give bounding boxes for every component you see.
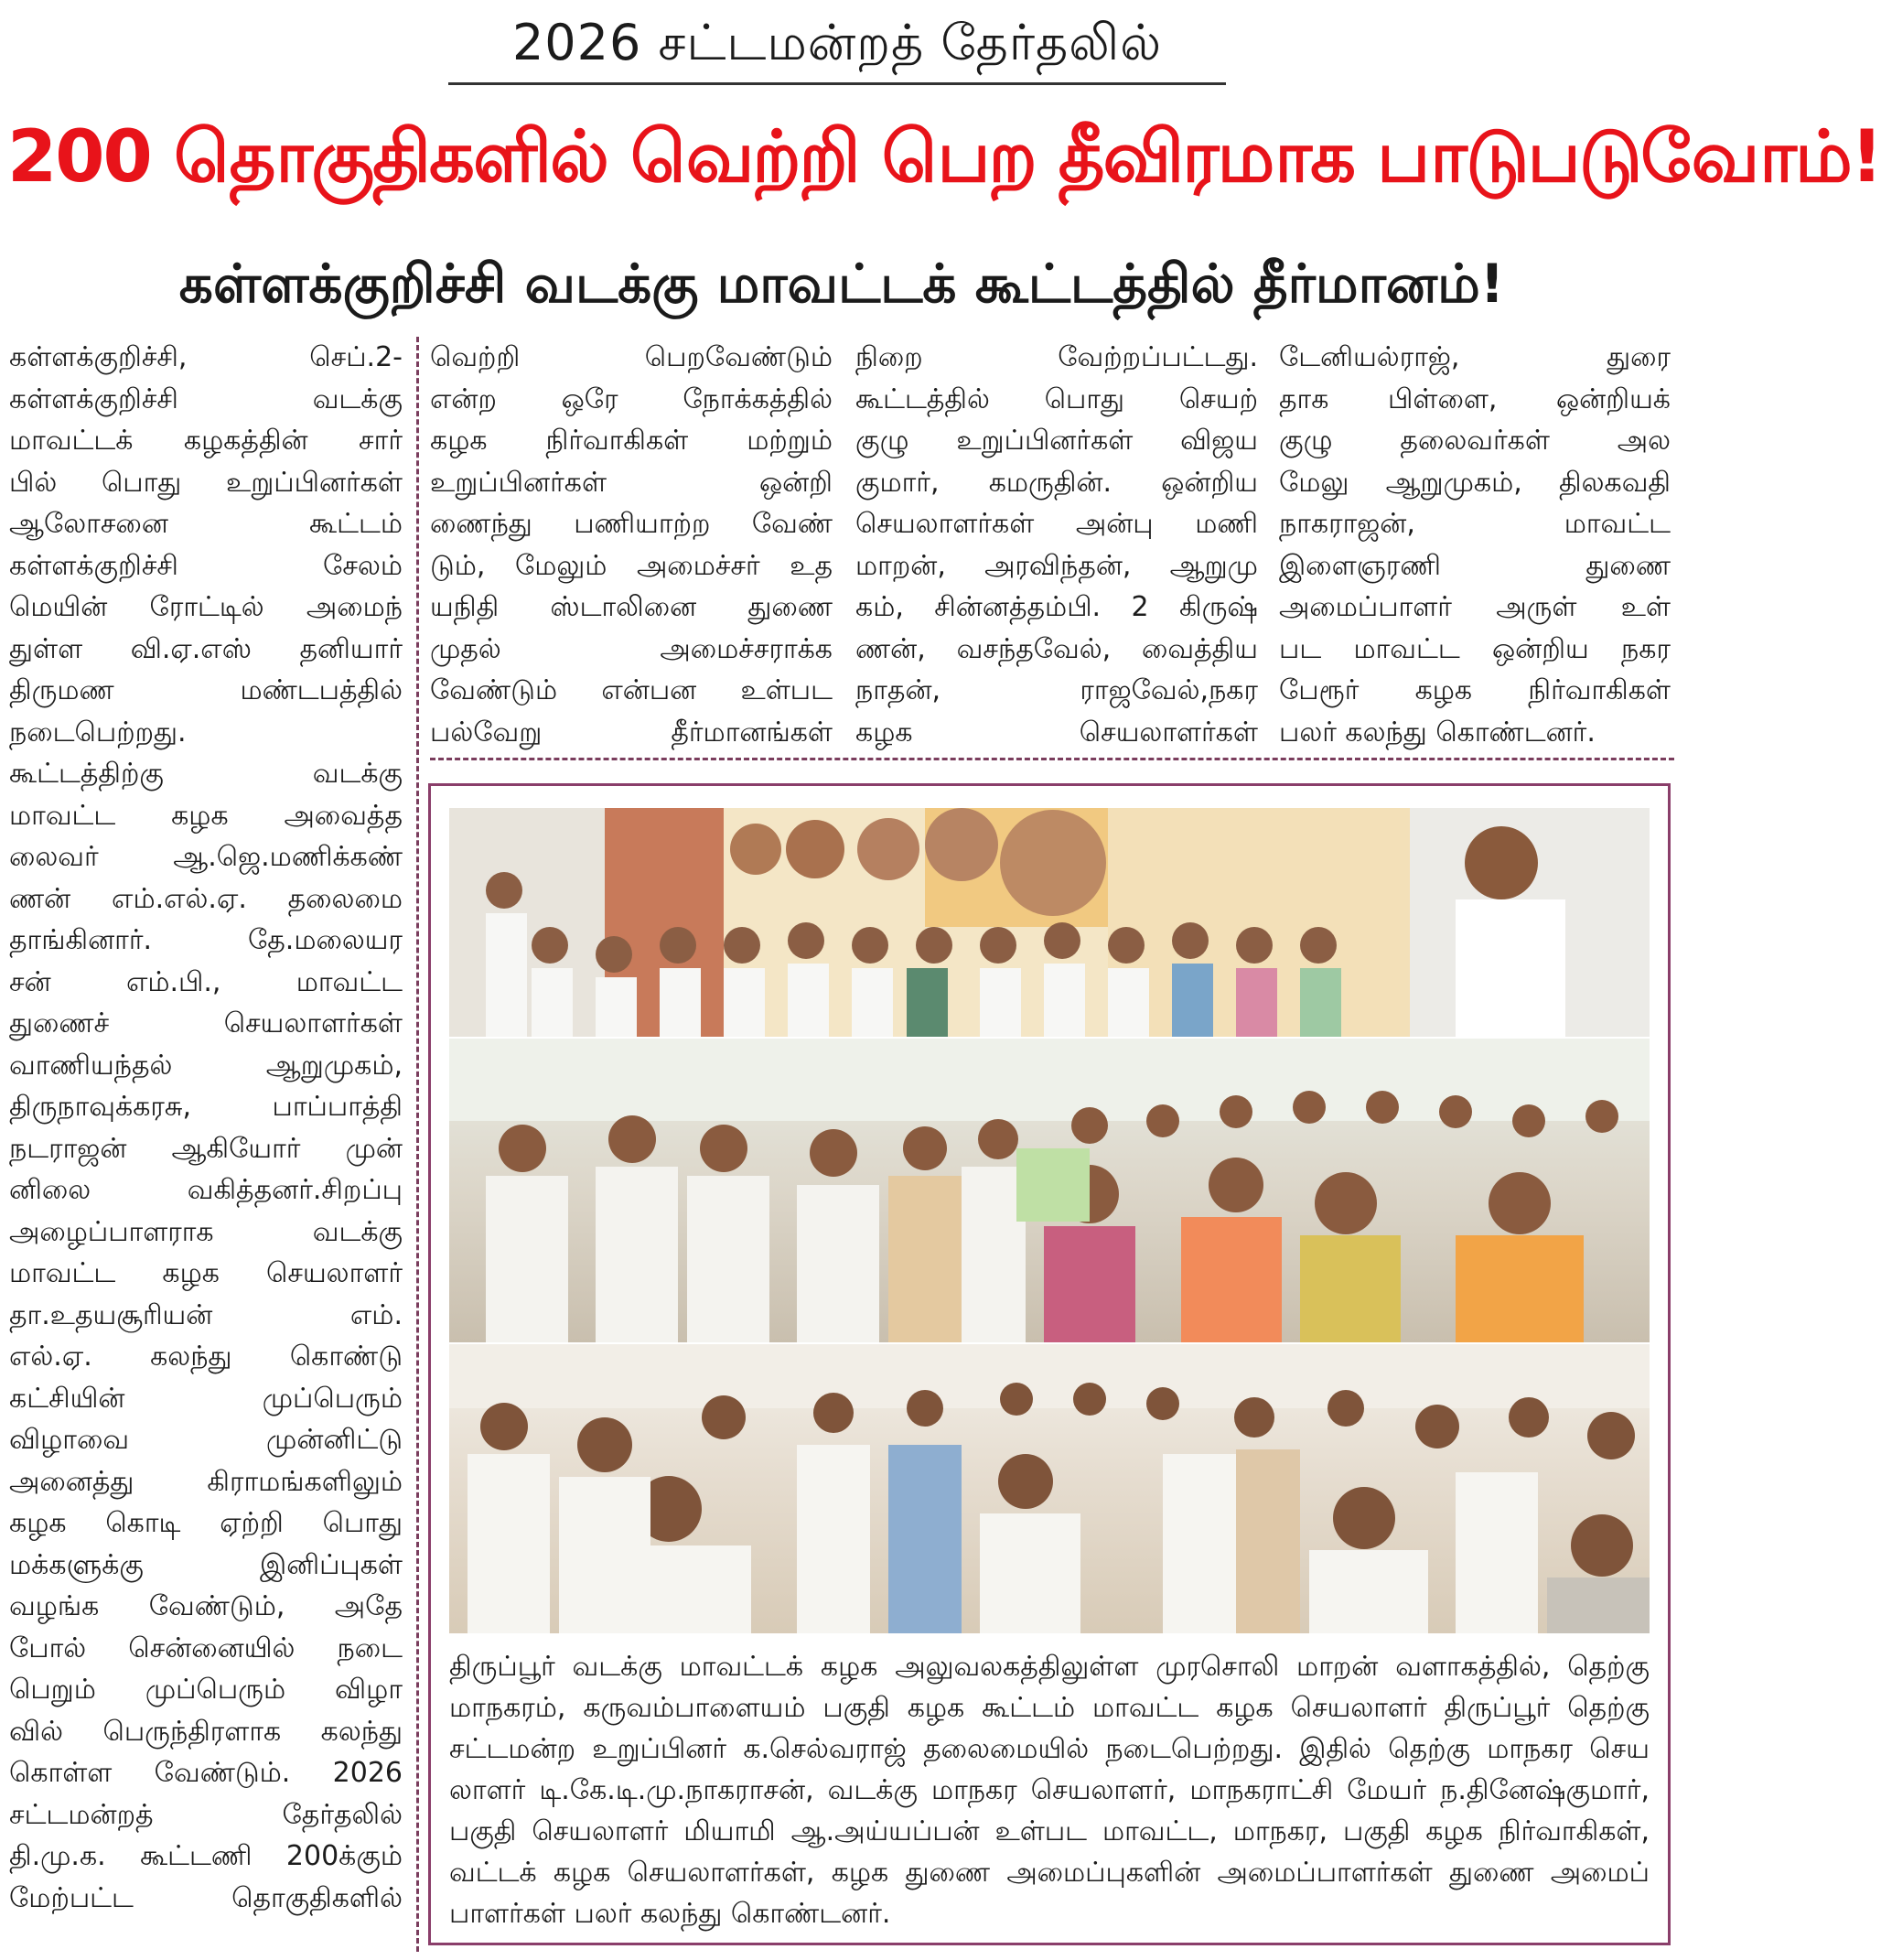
col3-line: கூட்டத்தில் பொது செயற் (855, 382, 1258, 415)
caption-line: திருப்பூர் வடக்கு மாவட்டக் கழக அலுவலகத்திலுள்ள முரசொலி மாறன் வளாகத்தில், தெற்கு (449, 1651, 1650, 1683)
column-divider (416, 337, 419, 1952)
col4-line: நாகராஜன், மாவட்ட (1279, 508, 1671, 540)
col3-line: செயலாளர்கள் அன்பு மணி (855, 508, 1258, 540)
article-column-2 (430, 337, 833, 758)
col1-line: மாவட்ட கழக செயலாளர் (9, 1257, 403, 1289)
col4-line: டேனியல்ராஜ், துரை (1279, 341, 1671, 373)
col1-line: பெறும் முப்பெரும் விழா (9, 1674, 403, 1706)
col1-line: வாணியந்தல் ஆறுமுகம், (9, 1049, 403, 1082)
col2-line: கழக நிர்வாகிகள் மற்றும் (430, 425, 833, 457)
col1-line: கள்ளக்குறிச்சி சேலம் (9, 549, 403, 582)
col1-line: தாங்கினார். தே.மலையர (9, 924, 403, 956)
col1-line: ஆலோசனை கூட்டம் (9, 508, 403, 540)
col1-line: சன் எம்.பி., மாவட்ட (9, 965, 403, 998)
col3-line: நிறை வேற்றப்பட்டது. (855, 341, 1258, 373)
col2-line: வெற்றி பெறவேண்டும் (430, 341, 833, 373)
col2-line: உறுப்பினர்கள் ஒன்றி (430, 466, 833, 499)
col1-line: திருமண மண்டபத்தில் (9, 674, 403, 706)
kicker-underline (448, 82, 1226, 85)
meeting-photo-audience (449, 1039, 1650, 1342)
col4-line: தாக பிள்ளை, ஒன்றியக் (1279, 382, 1671, 415)
col2-line: பல்வேறு தீர்மானங்கள் (430, 716, 833, 748)
col4-line: பலர் கலந்து கொண்டனர். (1279, 716, 1596, 748)
col1-line: கொள்ள வேண்டும். 2026 (9, 1757, 403, 1789)
col1-line: ணன் எம்.எல்.ஏ. தலைமை (9, 882, 403, 915)
col4-line: இளைஞரணி துணை (1279, 549, 1671, 582)
col2-line: வேண்டும் என்பன உள்பட (430, 674, 833, 706)
col1-line: தா.உதயசூரியன் எம். (9, 1298, 403, 1331)
col3-line: மாறன், அரவிந்தன், ஆறுமு (855, 549, 1258, 582)
caption-line: பாளர்கள் பலர் கலந்து கொண்டனர். (449, 1898, 891, 1930)
photo-feature-box (428, 783, 1671, 1945)
article-column-3 (855, 337, 1258, 758)
kicker-title: 2026 சட்டமன்றத் தேர்தலில் (511, 14, 1163, 71)
col3-line: கழக செயலாளர்கள் (855, 716, 1258, 748)
col1-line: கூட்டத்திற்கு வடக்கு (9, 758, 403, 790)
col2-line: டும், மேலும் அமைச்சர் உத (430, 549, 833, 582)
meeting-photo-stage (449, 808, 1650, 1037)
col1-line: நடைபெற்றது. (9, 716, 187, 748)
col1-line: அனைத்து கிராமங்களிலும் (9, 1465, 403, 1498)
col2-line: முதல் அமைச்சராக்க (430, 632, 833, 665)
col1-line: துள்ள வி.ஏ.எஸ் தனியார் (9, 632, 403, 665)
col1-line: எல்.ஏ. கலந்து கொண்டு (9, 1341, 403, 1373)
col2-line: ணைந்து பணியாற்ற வேண் (430, 508, 833, 540)
col3-line: கம், சின்னத்தம்பி. 2 கிருஷ் (855, 591, 1258, 623)
col4-line: பட மாவட்ட ஒன்றிய நகர (1279, 632, 1671, 665)
caption-line: லாளர் டி.கே.டி.மு.நாகராசன், வடக்கு மாநகர செயலாளர், மாநகராட்சி மேயர் ந.தினேஷ்குமார், (449, 1774, 1650, 1806)
col1-line: மக்களுக்கு இனிப்புகள் (9, 1548, 403, 1581)
col1-line: லைவர் ஆ.ஜெ.மணிக்கண் (9, 841, 403, 873)
section-divider (430, 758, 1674, 760)
col1-line: தி.மு.க. கூட்டணி 200க்கும் (9, 1840, 403, 1872)
col2-line: என்ற ஒரே நோக்கத்தில் (430, 382, 833, 415)
article-column-1 (9, 337, 403, 1952)
col1-line: மாவட்டக் கழகத்தின் சார் (9, 425, 403, 457)
col1-line: னிலை வகித்தனர்.சிறப்பு (9, 1174, 403, 1206)
col1-line: திருநாவுக்கரசு, பாப்பாத்தி (9, 1091, 403, 1123)
col2-line: யநிதி ஸ்டாலினை துணை (430, 591, 833, 623)
col1-line: பில் பொது உறுப்பினர்கள் (9, 466, 403, 499)
col1-line: போல் சென்னையில் நடை (9, 1632, 403, 1664)
col1-line: மாவட்ட கழக அவைத்த (9, 799, 403, 832)
photo-caption (449, 1646, 1650, 1934)
col4-line: குழு தலைவர்கள் அல (1279, 425, 1671, 457)
col3-line: நாதன், ராஜவேல்,நகர (855, 674, 1258, 706)
col1-line: விழாவை முன்னிட்டு (9, 1424, 403, 1456)
col1-line: வழங்க வேண்டும், அதே (9, 1590, 403, 1622)
col1-line: கள்ளக்குறிச்சி வடக்கு (9, 382, 403, 415)
col1-line: துணைச் செயலாளர்கள் (9, 1007, 403, 1039)
col1-line: கழக கொடி ஏற்றி பொது (9, 1507, 403, 1539)
headline: 200 தொகுதிகளில் வெற்றி பெற தீவிரமாக பாடுபடுவோம்! (7, 116, 1881, 199)
meeting-photo-crowd (449, 1344, 1650, 1633)
col1-line: கட்சியின் முப்பெரும் (9, 1382, 403, 1415)
col4-line: மேலு ஆறுமுகம், திலகவதி (1279, 466, 1671, 499)
col1-line: மேற்பட்ட தொகுதிகளில் (9, 1881, 403, 1914)
col4-line: பேரூர் கழக நிர்வாகிகள் (1279, 674, 1671, 706)
caption-line: வட்டக் கழக செயலாளர்கள், கழக துணை அமைப்புகளின் அமைப்பாளர்கள் துணை அமைப் (449, 1857, 1650, 1889)
caption-line: பகுதி செயலாளர் மியாமி ஆ.அய்யப்பன் உள்பட மாவட்ட, மாநகர, பகுதி கழக நிர்வாகிகள், (449, 1815, 1650, 1847)
col3-line: குமார், கமருதின். ஒன்றிய (855, 466, 1258, 499)
caption-line: மாநகரம், கருவம்பாளையம் பகுதி கழக கூட்டம் மாவட்ட கழக செயலாளர் திருப்பூர் தெற்கு (449, 1692, 1650, 1724)
col1-line: சட்டமன்றத் தேர்தலில் (9, 1798, 403, 1831)
caption-line: சட்டமன்ற உறுப்பினர் க.செல்வராஜ் தலைமையில் நடைபெற்றது. இதில் தெற்கு மாநகர செய (449, 1733, 1650, 1765)
col1-line: மெயின் ரோட்டில் அமைந் (9, 591, 403, 623)
col1-line: வில் பெருந்திரளாக கலந்து (9, 1715, 403, 1748)
col3-line: குழு உறுப்பினர்கள் விஜய (855, 425, 1258, 457)
article-column-4 (1279, 337, 1671, 758)
col1-line: அழைப்பாளராக வடக்கு (9, 1215, 403, 1248)
col3-line: ணன், வசந்தவேல், வைத்திய (855, 632, 1258, 665)
col1-line: நடராஜன் ஆகியோர் முன் (9, 1132, 403, 1165)
col4-line: அமைப்பாளர் அருள் உள் (1279, 591, 1671, 623)
col1-line: கள்ளக்குறிச்சி, செப்.2- (9, 341, 403, 373)
subheadline: கள்ளக்குறிச்சி வடக்கு மாவட்டக் கூட்டத்தில் தீர்மானம்! (178, 253, 1505, 315)
